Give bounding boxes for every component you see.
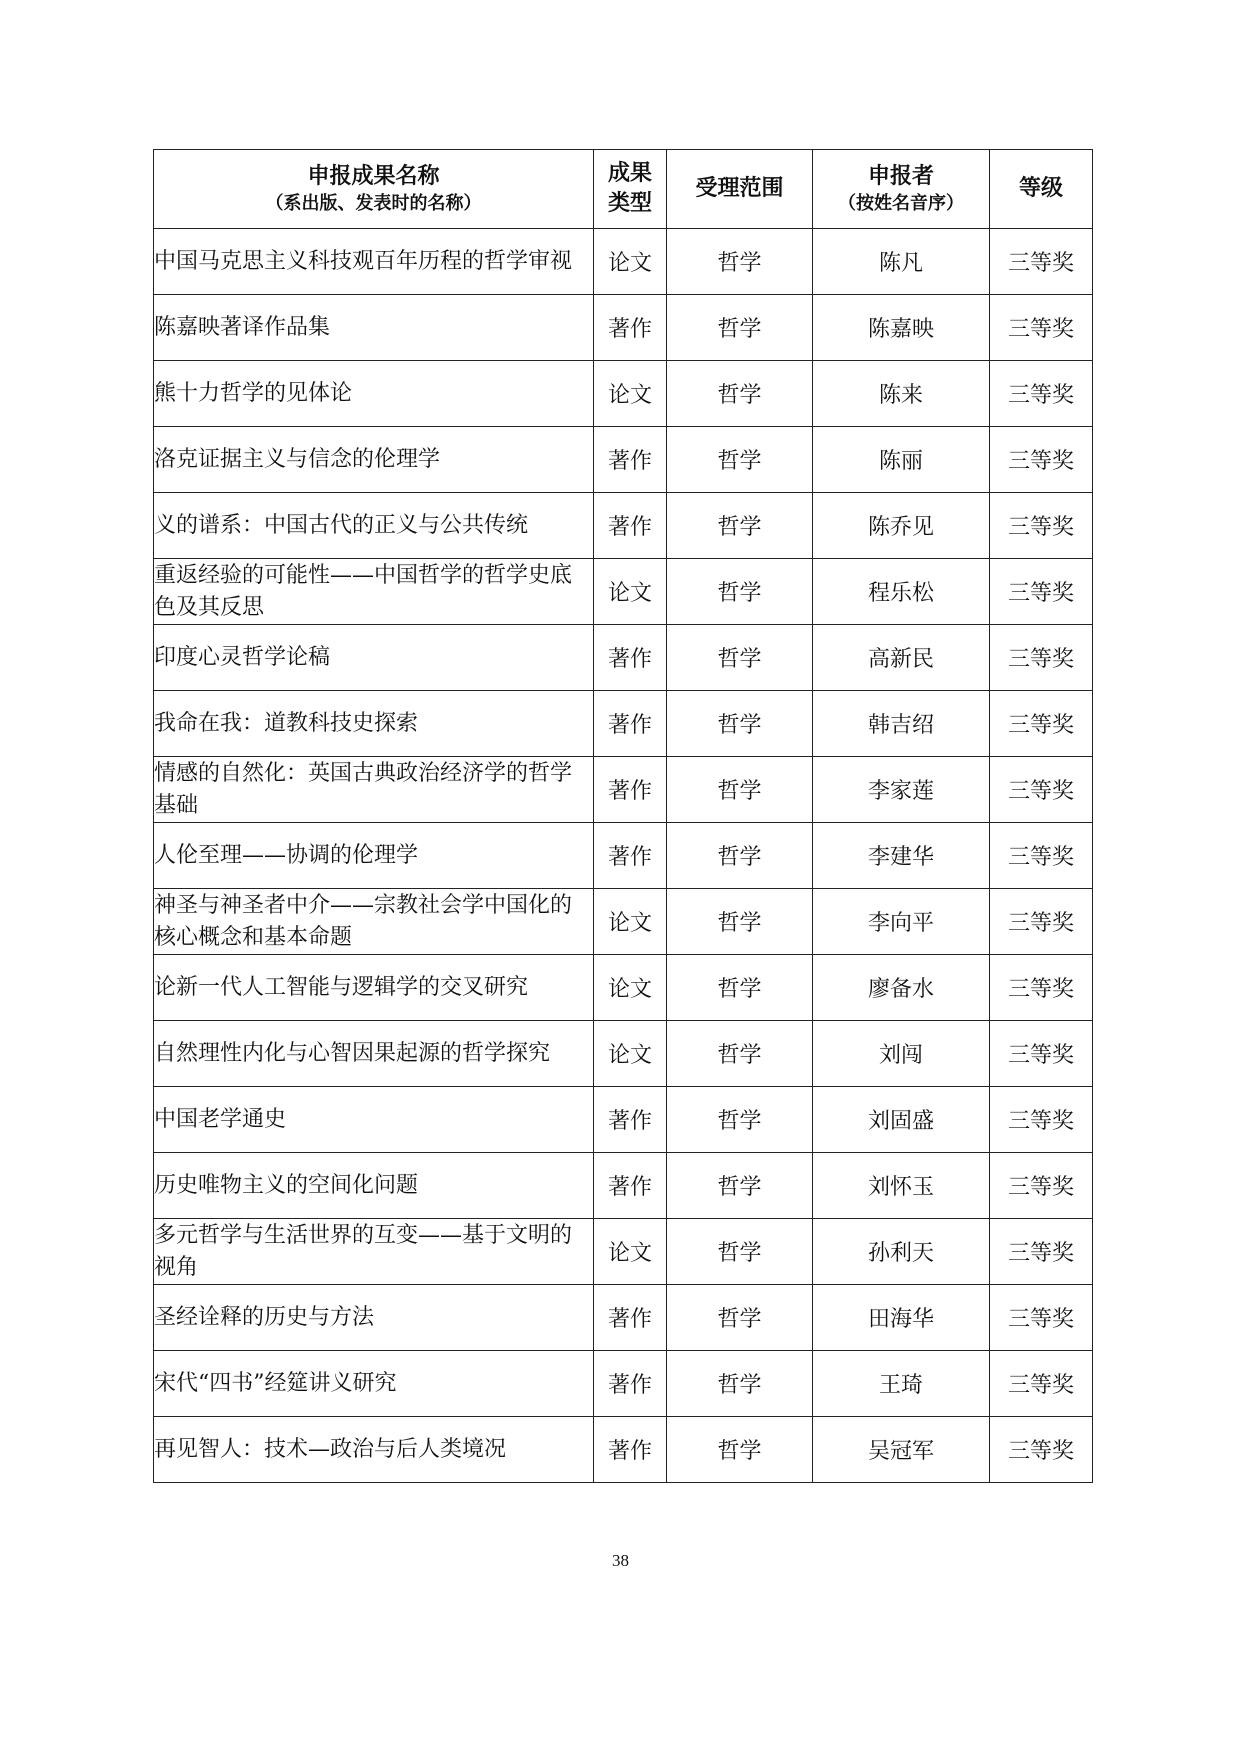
cell-type: 著作 (594, 823, 667, 889)
cell-grade: 三等奖 (990, 1285, 1093, 1351)
cell-grade: 三等奖 (990, 1021, 1093, 1087)
cell-grade: 三等奖 (990, 1087, 1093, 1153)
cell-scope: 哲学 (667, 823, 813, 889)
cell-type: 著作 (594, 1087, 667, 1153)
cell-type: 论文 (594, 1021, 667, 1087)
table-body (154, 229, 1093, 1483)
table-row (154, 1351, 1093, 1417)
cell-title: 多元哲学与生活世界的互变——基于文明的视角 (154, 1219, 594, 1285)
cell-title: 中国老学通史 (154, 1087, 594, 1153)
cell-scope: 哲学 (667, 1219, 813, 1285)
cell-title: 重返经验的可能性——中国哲学的哲学史底色及其反思 (154, 559, 594, 625)
cell-title: 人伦至理——协调的伦理学 (154, 823, 594, 889)
cell-type: 著作 (594, 625, 667, 691)
cell-author: 刘固盛 (813, 1087, 990, 1153)
cell-grade: 三等奖 (990, 1417, 1093, 1483)
cell-author: 李向平 (813, 889, 990, 955)
cell-type: 著作 (594, 757, 667, 823)
header-title-main: 申报成果名称 (307, 164, 440, 189)
cell-scope: 哲学 (667, 1021, 813, 1087)
table-row (154, 1153, 1093, 1219)
table-row (154, 1417, 1093, 1483)
cell-author: 陈嘉映 (813, 295, 990, 361)
cell-title: 自然理性内化与心智因果起源的哲学探究 (154, 1021, 594, 1087)
table-row (154, 1021, 1093, 1087)
cell-title: 情感的自然化：英国古典政治经济学的哲学基础 (154, 757, 594, 823)
cell-scope: 哲学 (667, 757, 813, 823)
cell-scope: 哲学 (667, 493, 813, 559)
cell-type: 论文 (594, 889, 667, 955)
cell-grade: 三等奖 (990, 757, 1093, 823)
cell-author: 孙利天 (813, 1219, 990, 1285)
cell-title: 洛克证据主义与信念的伦理学 (154, 427, 594, 493)
cell-grade: 三等奖 (990, 229, 1093, 295)
table-row (154, 361, 1093, 427)
header-author-sub: （按姓名音序） (838, 192, 964, 214)
cell-title: 历史唯物主义的空间化问题 (154, 1153, 594, 1219)
cell-grade: 三等奖 (990, 427, 1093, 493)
cell-author: 陈来 (813, 361, 990, 427)
table-row (154, 625, 1093, 691)
cell-author: 陈丽 (813, 427, 990, 493)
cell-scope: 哲学 (667, 559, 813, 625)
cell-type: 著作 (594, 1153, 667, 1219)
cell-scope: 哲学 (667, 1417, 813, 1483)
cell-grade: 三等奖 (990, 625, 1093, 691)
table-row (154, 757, 1093, 823)
cell-type: 论文 (594, 1219, 667, 1285)
cell-author: 刘怀玉 (813, 1153, 990, 1219)
cell-title: 论新一代人工智能与逻辑学的交叉研究 (154, 955, 594, 1021)
cell-grade: 三等奖 (990, 1219, 1093, 1285)
cell-scope: 哲学 (667, 1153, 813, 1219)
cell-grade: 三等奖 (990, 1153, 1093, 1219)
cell-type: 著作 (594, 1285, 667, 1351)
cell-type: 论文 (594, 229, 667, 295)
table-row (154, 559, 1093, 625)
table-row (154, 1219, 1093, 1285)
cell-scope: 哲学 (667, 229, 813, 295)
table-row (154, 955, 1093, 1021)
cell-type: 著作 (594, 427, 667, 493)
cell-grade: 三等奖 (990, 295, 1093, 361)
cell-grade: 三等奖 (990, 889, 1093, 955)
cell-title: 印度心灵哲学论稿 (154, 625, 594, 691)
cell-scope: 哲学 (667, 1285, 813, 1351)
cell-author: 王琦 (813, 1351, 990, 1417)
table-row (154, 1285, 1093, 1351)
cell-type: 论文 (594, 559, 667, 625)
cell-scope: 哲学 (667, 889, 813, 955)
table-header (154, 150, 1093, 229)
table-row (154, 1087, 1093, 1153)
cell-title: 我命在我：道教科技史探索 (154, 691, 594, 757)
table-row (154, 691, 1093, 757)
cell-scope: 哲学 (667, 625, 813, 691)
header-row (154, 150, 1093, 229)
cell-title: 圣经诠释的历史与方法 (154, 1285, 594, 1351)
cell-author: 田海华 (813, 1285, 990, 1351)
table-row (154, 427, 1093, 493)
cell-author: 韩吉绍 (813, 691, 990, 757)
table-row (154, 823, 1093, 889)
cell-title: 熊十力哲学的见体论 (154, 361, 594, 427)
cell-type: 著作 (594, 1351, 667, 1417)
header-author-main: 申报者 (867, 164, 934, 189)
header-scope: 受理范围 (667, 150, 813, 229)
table-row (154, 229, 1093, 295)
cell-type: 著作 (594, 691, 667, 757)
header-type-line1: 成果 (607, 161, 652, 187)
cell-type: 著作 (594, 493, 667, 559)
header-author (813, 150, 990, 229)
cell-type: 著作 (594, 295, 667, 361)
cell-grade: 三等奖 (990, 691, 1093, 757)
cell-author: 廖备水 (813, 955, 990, 1021)
cell-scope: 哲学 (667, 955, 813, 1021)
cell-type: 论文 (594, 361, 667, 427)
cell-title: 神圣与神圣者中介——宗教社会学中国化的核心概念和基本命题 (154, 889, 594, 955)
cell-grade: 三等奖 (990, 559, 1093, 625)
cell-title: 宋代“四书”经筵讲义研究 (154, 1351, 594, 1417)
cell-type: 著作 (594, 1417, 667, 1483)
cell-title: 义的谱系：中国古代的正义与公共传统 (154, 493, 594, 559)
cell-scope: 哲学 (667, 361, 813, 427)
cell-scope: 哲学 (667, 691, 813, 757)
cell-scope: 哲学 (667, 1351, 813, 1417)
page-number: 38 (612, 1551, 629, 1570)
cell-type: 论文 (594, 955, 667, 1021)
header-grade: 等级 (990, 150, 1093, 229)
table-row (154, 493, 1093, 559)
cell-author: 李建华 (813, 823, 990, 889)
cell-scope: 哲学 (667, 427, 813, 493)
table-row (154, 889, 1093, 955)
cell-grade: 三等奖 (990, 493, 1093, 559)
cell-title: 陈嘉映著译作品集 (154, 295, 594, 361)
table-row (154, 295, 1093, 361)
cell-author: 陈乔见 (813, 493, 990, 559)
header-title (154, 150, 594, 229)
cell-author: 刘闯 (813, 1021, 990, 1087)
header-title-sub: （系出版、发表时的名称） (265, 192, 482, 214)
cell-scope: 哲学 (667, 1087, 813, 1153)
cell-scope: 哲学 (667, 295, 813, 361)
cell-author: 李家莲 (813, 757, 990, 823)
cell-author: 程乐松 (813, 559, 990, 625)
cell-grade: 三等奖 (990, 955, 1093, 1021)
header-type (594, 150, 667, 229)
cell-author: 高新民 (813, 625, 990, 691)
cell-author: 吴冠军 (813, 1417, 990, 1483)
cell-title: 中国马克思主义科技观百年历程的哲学审视 (154, 229, 594, 295)
cell-grade: 三等奖 (990, 1351, 1093, 1417)
cell-title: 再见智人：技术—政治与后人类境况 (154, 1417, 594, 1483)
awards-table (153, 149, 1093, 1483)
header-type-line2: 类型 (607, 191, 652, 216)
cell-grade: 三等奖 (990, 823, 1093, 889)
cell-grade: 三等奖 (990, 361, 1093, 427)
cell-author: 陈凡 (813, 229, 990, 295)
